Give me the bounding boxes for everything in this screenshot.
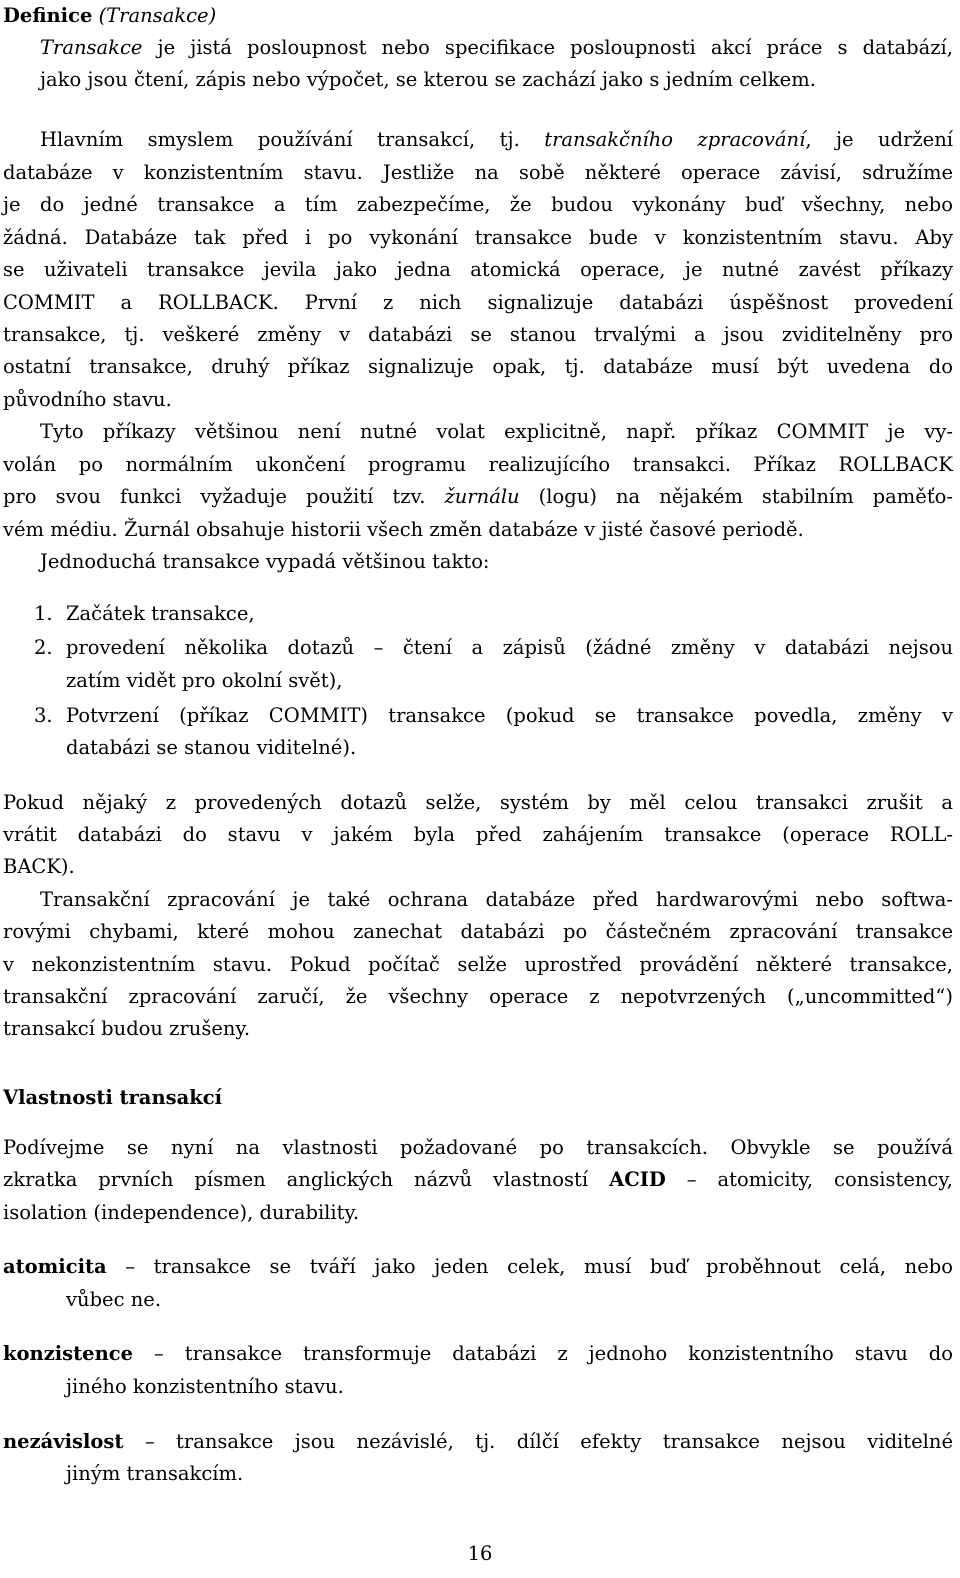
paragraph-line: se uživateli transakce jevila jako jedna atomická operace, je nutné zavést příkazy <box>3 258 953 281</box>
section-heading: Vlastnosti transakcí <box>3 1086 223 1109</box>
paragraph-line: Transakční zpracování je také ochrana databáze před hardwarovými nebo softwa- <box>40 888 953 911</box>
paragraph-line: Podívejme se nyní na vlastnosti požadované po transakcích. Obvykle se používá <box>3 1136 953 1159</box>
property-continuation: jiným transakcím. <box>66 1462 244 1485</box>
list-item: Potvrzení (příkaz COMMIT) transakce (pokud se transakce povedla, změny v <box>66 704 953 727</box>
list-number: 1. <box>34 602 53 625</box>
list-item-continuation: zatím vidět pro okolní svět), <box>66 669 343 692</box>
paragraph-line: Pokud nějaký z provedených dotazů selže, systém by měl celou transakci zrušit a <box>3 791 953 814</box>
paragraph-line: rovými chybami, které mohou zanechat databázi po částečném zpracování transakce <box>3 920 953 943</box>
paragraph-line: transakční zpracování zaručí, že všechny operace z nepotvrzených („uncommitted“) <box>3 985 953 1008</box>
paragraph-line: BACK). <box>3 855 75 878</box>
paragraph-line: je do jedné transakce a tím zabezpečíme, že budou vykonány buď všechny, nebo <box>3 193 953 216</box>
paragraph-line: Tyto příkazy většinou není nutné volat explicitně, např. příkaz COMMIT je vy- <box>40 420 953 443</box>
paragraph-line: transakcí budou zrušeny. <box>3 1017 251 1040</box>
paragraph-line: volán po normálním ukončení programu realizujícího transakci. Příkaz ROLLBACK <box>3 453 953 476</box>
paragraph-line: Jednoduchá transakce vypadá většinou takto: <box>40 550 490 573</box>
paragraph-line: žádná. Databáze tak před i po vykonání transakce bude v konzistentním stavu. Aby <box>3 226 953 249</box>
list-item: provedení několika dotazů – čtení a zápisů (žádné změny v databázi nejsou <box>66 636 953 659</box>
paragraph-line: isolation (independence), durability. <box>3 1201 360 1224</box>
paragraph-line: v nekonzistentním stavu. Pokud počítač selže uprostřed provádění některé transakce, <box>3 953 953 976</box>
paragraph-line: původního stavu. <box>3 388 172 411</box>
paragraph-line: Hlavním smyslem používání transakcí, tj. transakčního zpracování, je udržení <box>40 128 953 151</box>
property-line: nezávislost – transakce jsou nezávislé, tj. dílčí efekty transakce nejsou viditelné <box>3 1430 953 1453</box>
paragraph-line: ostatní transakce, druhý příkaz signalizuje opak, tj. databáze musí být uvedena do <box>3 355 953 378</box>
paragraph-line: pro svou funkci vyžaduje použití tzv. žurnálu (logu) na nějakém stabilním paměťo- <box>3 485 953 508</box>
page-number: 16 <box>467 1542 493 1565</box>
paragraph-line: vém médiu. Žurnál obsahuje historii všech změn databáze v jisté časové periodě. <box>3 518 804 541</box>
list-number: 3. <box>34 704 53 727</box>
list-item: Začátek transakce, <box>66 602 255 625</box>
paragraph-line: transakce, tj. veškeré změny v databázi se stanou trvalými a jsou zviditelněny pro <box>3 323 953 346</box>
paragraph-line: COMMIT a ROLLBACK. První z nich signalizuje databázi úspěšnost provedení <box>3 291 953 314</box>
property-continuation: jiného konzistentního stavu. <box>66 1375 344 1398</box>
property-term: atomicita <box>3 1255 107 1278</box>
list-number: 2. <box>34 636 53 659</box>
definition-heading: Definice (Transakce) <box>3 4 217 27</box>
property-line: konzistence – transakce transformuje databázi z jednoho konzistentního stavu do <box>3 1342 953 1365</box>
definition-text-line: Transakce je jistá posloupnost nebo specifikace posloupnosti akcí práce s databází, <box>40 36 953 59</box>
paragraph-line: vrátit databázi do stavu v jakém byla před zahájením transakce (operace ROLL- <box>3 823 953 846</box>
property-term: nezávislost <box>3 1430 124 1453</box>
property-term: konzistence <box>3 1342 134 1365</box>
paragraph-line: zkratka prvních písmen anglických názvů vlastností ACID – atomicity, consistency, <box>3 1168 953 1191</box>
property-continuation: vůbec ne. <box>66 1288 162 1311</box>
paragraph-line: databáze v konzistentním stavu. Jestliže na sobě některé operace závisí, sdružíme <box>3 161 953 184</box>
list-item-continuation: databázi se stanou viditelné). <box>66 736 357 759</box>
property-line: atomicita – transakce se tváří jako jeden celek, musí buď proběhnout celá, nebo <box>3 1255 953 1278</box>
definition-text-line: jako jsou čtení, zápis nebo výpočet, se kterou se zachází jako s jedním celkem. <box>40 68 816 91</box>
